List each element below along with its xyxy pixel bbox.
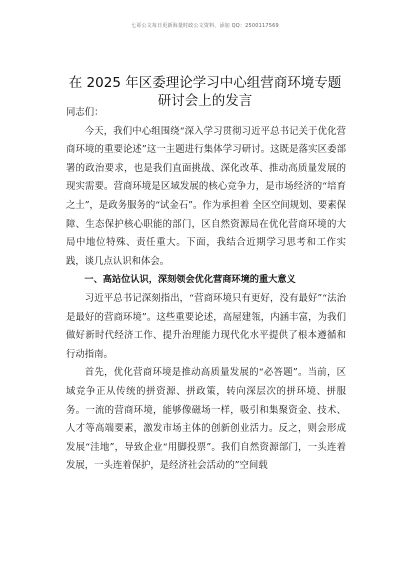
title-line-1: 在 2025 年区委理论学习中心组营商环境专题 [68,75,342,91]
paragraph-intro: 今天，我们中心组围绕“深入学习贯彻习近平总书记关于优化营商环境的重要论述”这一主题进行集体学习研讨。这既是落实区委部署的政治要求，也是我们直面挑战、深化改革、推动高质量发展的现实需要。营商环境是区域发展的核心竞争力，是市场经济的“培育之土”，是政务服务的“试金石”。作为承担着 全区空间规划、要素保障、生态保护核心职能的部门，区自然资源局在优化营商环境的大局中地位特殊、责任重大。下面，我结合近期学习思考和工作实践，谈几点认识和体会。 [66,125,346,267]
title-line-2: 研讨会上的发言 [157,93,253,109]
section-heading: 一、高站位认识，深刻领会优化营商环境的重大意义 [84,274,296,286]
header-note: 七哥公文每日更新海量时政公文资料，添加 QQ：2500117569 [131,23,279,29]
paragraph-first-point: 首先，优化营商环境是推动高质量发展的“必答题”。当前，区域竞争正从传统的拼资源、拼政策，转向深层次的拼环境、拼服务。一流的营商环境，能够像磁场一样，吸引和集聚资金、技术、人才等高端要素，激发市场主体的创新创业活力。反之，则会形成发展“洼地”，导致企业“用脚投票”。我们自然资源部门，一头连着发展，一头连着保护，是经济社会活动的”空间载 [66,367,346,472]
salutation: 同志们： [66,107,104,118]
paragraph-quote: 习近平总书记深刻指出，“营商环境只有更好，没有最好”“法治是最好的营商环境”。这些重要论述，高屋建瓴，内涵丰富，为我们做好新时代经济工作、提升治理能力现代化水平提供了根本遵循和行动指南。 [66,292,346,360]
document-body [66,104,346,476]
